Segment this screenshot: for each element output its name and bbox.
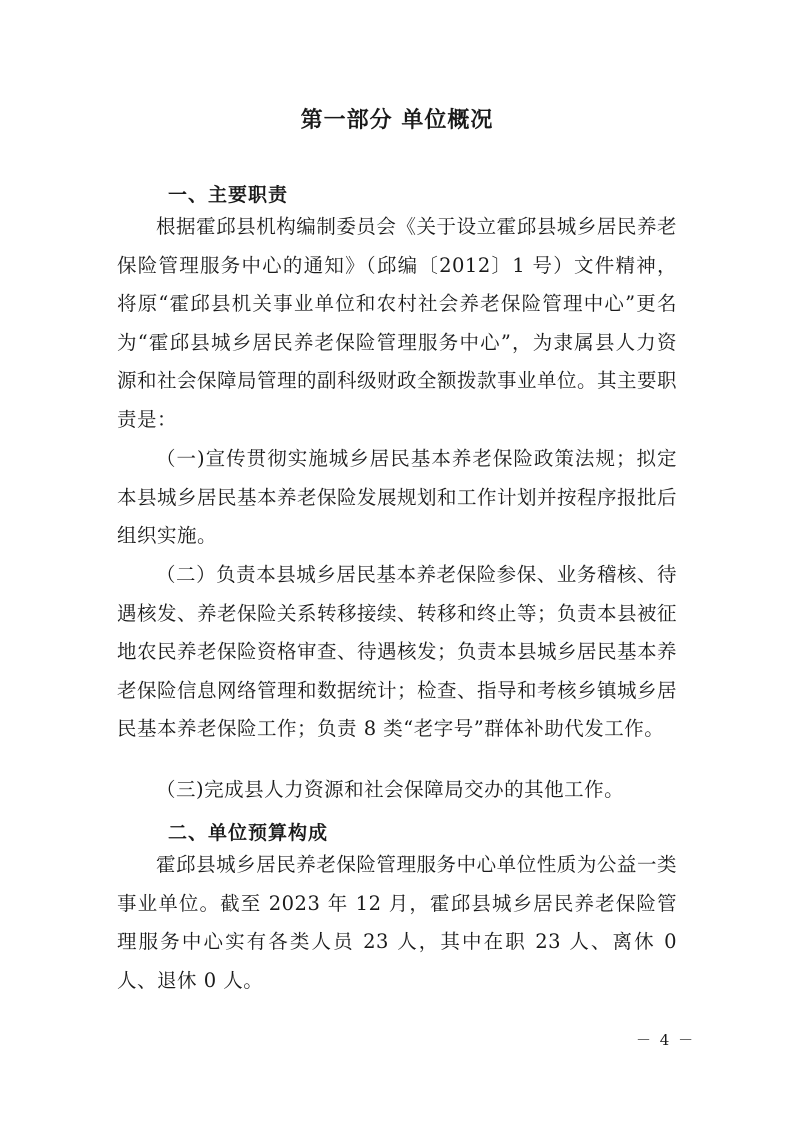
paragraph-duty-2: （二）负责本县城乡居民基本养老保险参保、业务稽核、待遇核发、养老保险关系转移接续、转移和终止等；负责本县被征地农民养老保险资格审查、待遇核发；负责本县城乡居民基本养老保险信息网络管理和数据统计；检查、指导和考核乡镇城乡居民基本养老保险工作；负责 8 类“老字号”群体补助代发工作。 <box>117 563 678 741</box>
paragraph-duties-intro: 根据霍邱县机构编制委员会《关于设立霍邱县城乡居民养老保险管理服务中心的通知》（邱编〔2012〕1 号）文件精神，将原“霍邱县机关事业单位和农村社会养老保险管理中心”更名为“霍邱县城乡居民养老保险管理服务中心”，为隶属县人力资源和社会保障局管理的副科级财政全额拨款事业单位。其主要职责是： <box>117 215 678 431</box>
paragraph-duty-3: （三)完成县人力资源和社会保障局交办的其他工作。 <box>156 778 625 801</box>
paragraph-budget: 霍邱县城乡居民养老保险管理服务中心单位性质为公益一类事业单位。截至 2023 年 12 月，霍邱县城乡居民养老保险管理服务中心实有各类人员 23 人，其中在职 23 人、离休 0 人、退休 0 人。 <box>117 853 677 992</box>
section-heading-budget: 二、单位预算构成 <box>168 822 329 844</box>
page-number: － 4 － <box>636 1031 696 1049</box>
paragraph-duty-1: （一)宣传贯彻实施城乡居民基本养老保险政策法规；拟定本县城乡居民基本养老保险发展规划和工作计划并按程序报批后组织实施。 <box>117 447 678 548</box>
page-title: 第一部分 单位概况 <box>300 108 494 133</box>
section-heading-duties: 一、主要职责 <box>168 184 289 206</box>
